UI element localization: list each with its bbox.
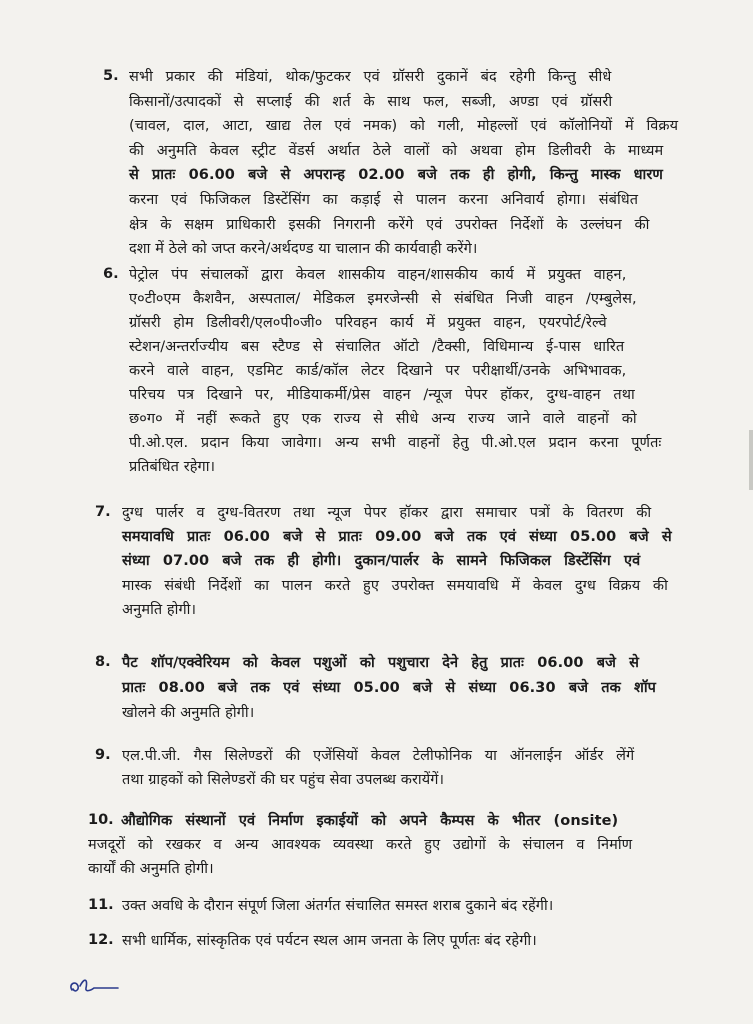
clause-text-line: खोलने की अनुमति होगी। — [122, 705, 255, 721]
clause-number: 5. — [103, 68, 119, 84]
clause-text-line: छ०ग० में नहीं रूकते हुए एक राज्य से सीधे अन्य राज्य जाने वाले वाहनों को — [129, 411, 637, 427]
clause-text-line: समयावधि प्रातः 06.00 बजे से प्रातः 09.00 बजे तक एवं संध्या 05.00 बजे से — [122, 529, 672, 546]
clause-text-line: दशा में ठेले को जप्त करने/अर्थदण्ड या चालान की कार्यवाही करेंगे। — [129, 241, 478, 258]
clause-number: 7. — [95, 504, 111, 520]
clause-text-line: पैट शॉप/एक्वेरियम को केवल पशुओं को पशुचारा देने हेतु प्रातः 06.00 बजे से — [122, 655, 640, 671]
clause-number: 9. — [95, 747, 111, 763]
clause-number: 6. — [103, 266, 119, 282]
clause-text-line: सभी धार्मिक, सांस्कृतिक एवं पर्यटन स्थल आम जनता के लिए पूर्णतः बंद रहेगी। — [122, 933, 537, 949]
clause-text-line: उक्त अवधि के दौरान संपूर्ण जिला अंतर्गत संचालित समस्त शराब दुकाने बंद रहेंगी। — [122, 898, 554, 914]
clause-text-line: मास्क संबंधी निर्देशों का पालन करते हुए उपरोक्त समयावधि में केवल दुग्ध विक्रय की — [122, 577, 668, 594]
clause-text-line: पी.ओ.एल. प्रदान किया जावेगा। अन्य सभी वाहनों हेतु पी.ओ.एल प्रदान करना पूर्णतः — [129, 435, 662, 451]
clause-text-line: स्टेशन/अन्तर्राज्यीय बस स्टैण्ड से संचालित ऑटो /टैक्सी, विधिमान्य ई-पास धारित — [129, 339, 625, 355]
clause-text-line: मजदूरों को रखकर व अन्य आवश्यक व्यवस्था करते हुए उद्योगों के संचालन व निर्माण — [88, 837, 633, 853]
clause-text-line: सभी प्रकार की मंडियां, थोक/फुटकर एवं ग्रॉसरी दुकानें बंद रहेगी किन्तु सीधे — [129, 69, 612, 85]
clause-text-line: परिचय पत्र दिखाने पर, मीडियाकर्मी/प्रेस वाहन /न्यूज पेपर हॉकर, दुग्ध-वाहन तथा — [129, 387, 635, 403]
clause-text-line: क्षेत्र के सक्षम प्राधिकारी इसकी निगरानी करेंगे एवं उपरोक्त निर्देशों के उल्लंघन की — [129, 216, 650, 233]
clause-number: 10. — [88, 812, 114, 828]
clause-number: 11. — [88, 897, 114, 913]
clause-text-line: औद्योगिक संस्थानों एवं निर्माण इकाईयों को अपने कैम्पस के भीतर (onsite) — [121, 813, 619, 829]
clause-text-line: की अनुमति केवल स्ट्रीट वेंडर्स अर्थात ठेले वालों को अथवा होम डिलीवरी के माध्यम — [129, 142, 664, 159]
clause-text-line: एल.पी.जी. गैस सिलेण्डरों की एजेंसियों केवल टेलीफोनिक या ऑनलाईन ऑर्डर लेंगें — [122, 748, 635, 764]
clause-text-line: अनुमति होगी। — [122, 601, 197, 618]
clause-text-line: ग्रॉसरी होम डिलीवरी/एल०पी०जी० परिवहन कार्य में प्रयुक्त वाहन, एयरपोर्ट/रेल्वे — [129, 315, 607, 331]
clause-text-line: किसानों/उत्पादकों से सप्लाई की शर्त के साथ फल, सब्जी, अण्डा एवं ग्रॉसरी — [129, 93, 613, 110]
page-edge-shadow — [749, 430, 753, 490]
clause-text-line: तथा ग्राहकों को सिलेण्डरों की घर पहुंच सेवा उपलब्ध करायेंगें। — [122, 772, 445, 788]
clause-text-line: पेट्रोल पंप संचालकों द्वारा केवल शासकीय वाहन/शासकीय कार्य में प्रयुक्त वाहन, — [129, 267, 627, 283]
clause-text-line: प्रतिबंधित रहेगा। — [129, 459, 216, 475]
clause-number: 12. — [88, 932, 114, 948]
clause-text-line: कार्यों की अनुमति होगी। — [88, 861, 214, 877]
signature-mark — [66, 974, 126, 998]
clause-text-line: ए०टी०एम कैशवैन, अस्पताल/ मेडिकल इमरजेन्सी से संबंधित निजी वाहन /एम्बुलेस, — [129, 291, 637, 307]
clause-text-line: करने वाले वाहन, एडमिट कार्ड/कॉल लेटर दिखाने पर परीक्षार्थी/उनके अभिभावक, — [129, 363, 627, 379]
clause-number: 8. — [95, 654, 111, 670]
clause-text-line: करना एवं फिजिकल डिस्टेंसिंग का कड़ाई से पालन करना अनिवार्य होगा। संबंधित — [129, 192, 639, 208]
clause-text-line: दुग्ध पार्लर व दुग्ध-वितरण तथा न्यूज पेपर हॉकर द्वारा समाचार पत्रों के वितरण की — [122, 505, 652, 521]
clause-text-line: संध्या 07.00 बजे तक ही होगी। दुकान/पार्लर के सामने फिजिकल डिस्टेंसिंग एवं — [122, 553, 641, 570]
clause-text-line: प्रातः 08.00 बजे तक एवं संध्या 05.00 बजे से संध्या 06.30 बजे तक शॉप — [122, 680, 657, 696]
clause-text-line: (चावल, दाल, आटा, खाद्य तेल एवं नमक) को गली, मोहल्लों एवं कॉलोनियों में विक्रय — [129, 118, 679, 135]
clause-text-line: से प्रातः 06.00 बजे से अपरान्ह 02.00 बजे तक ही होगी, किन्तु मास्क धारण — [129, 167, 664, 184]
